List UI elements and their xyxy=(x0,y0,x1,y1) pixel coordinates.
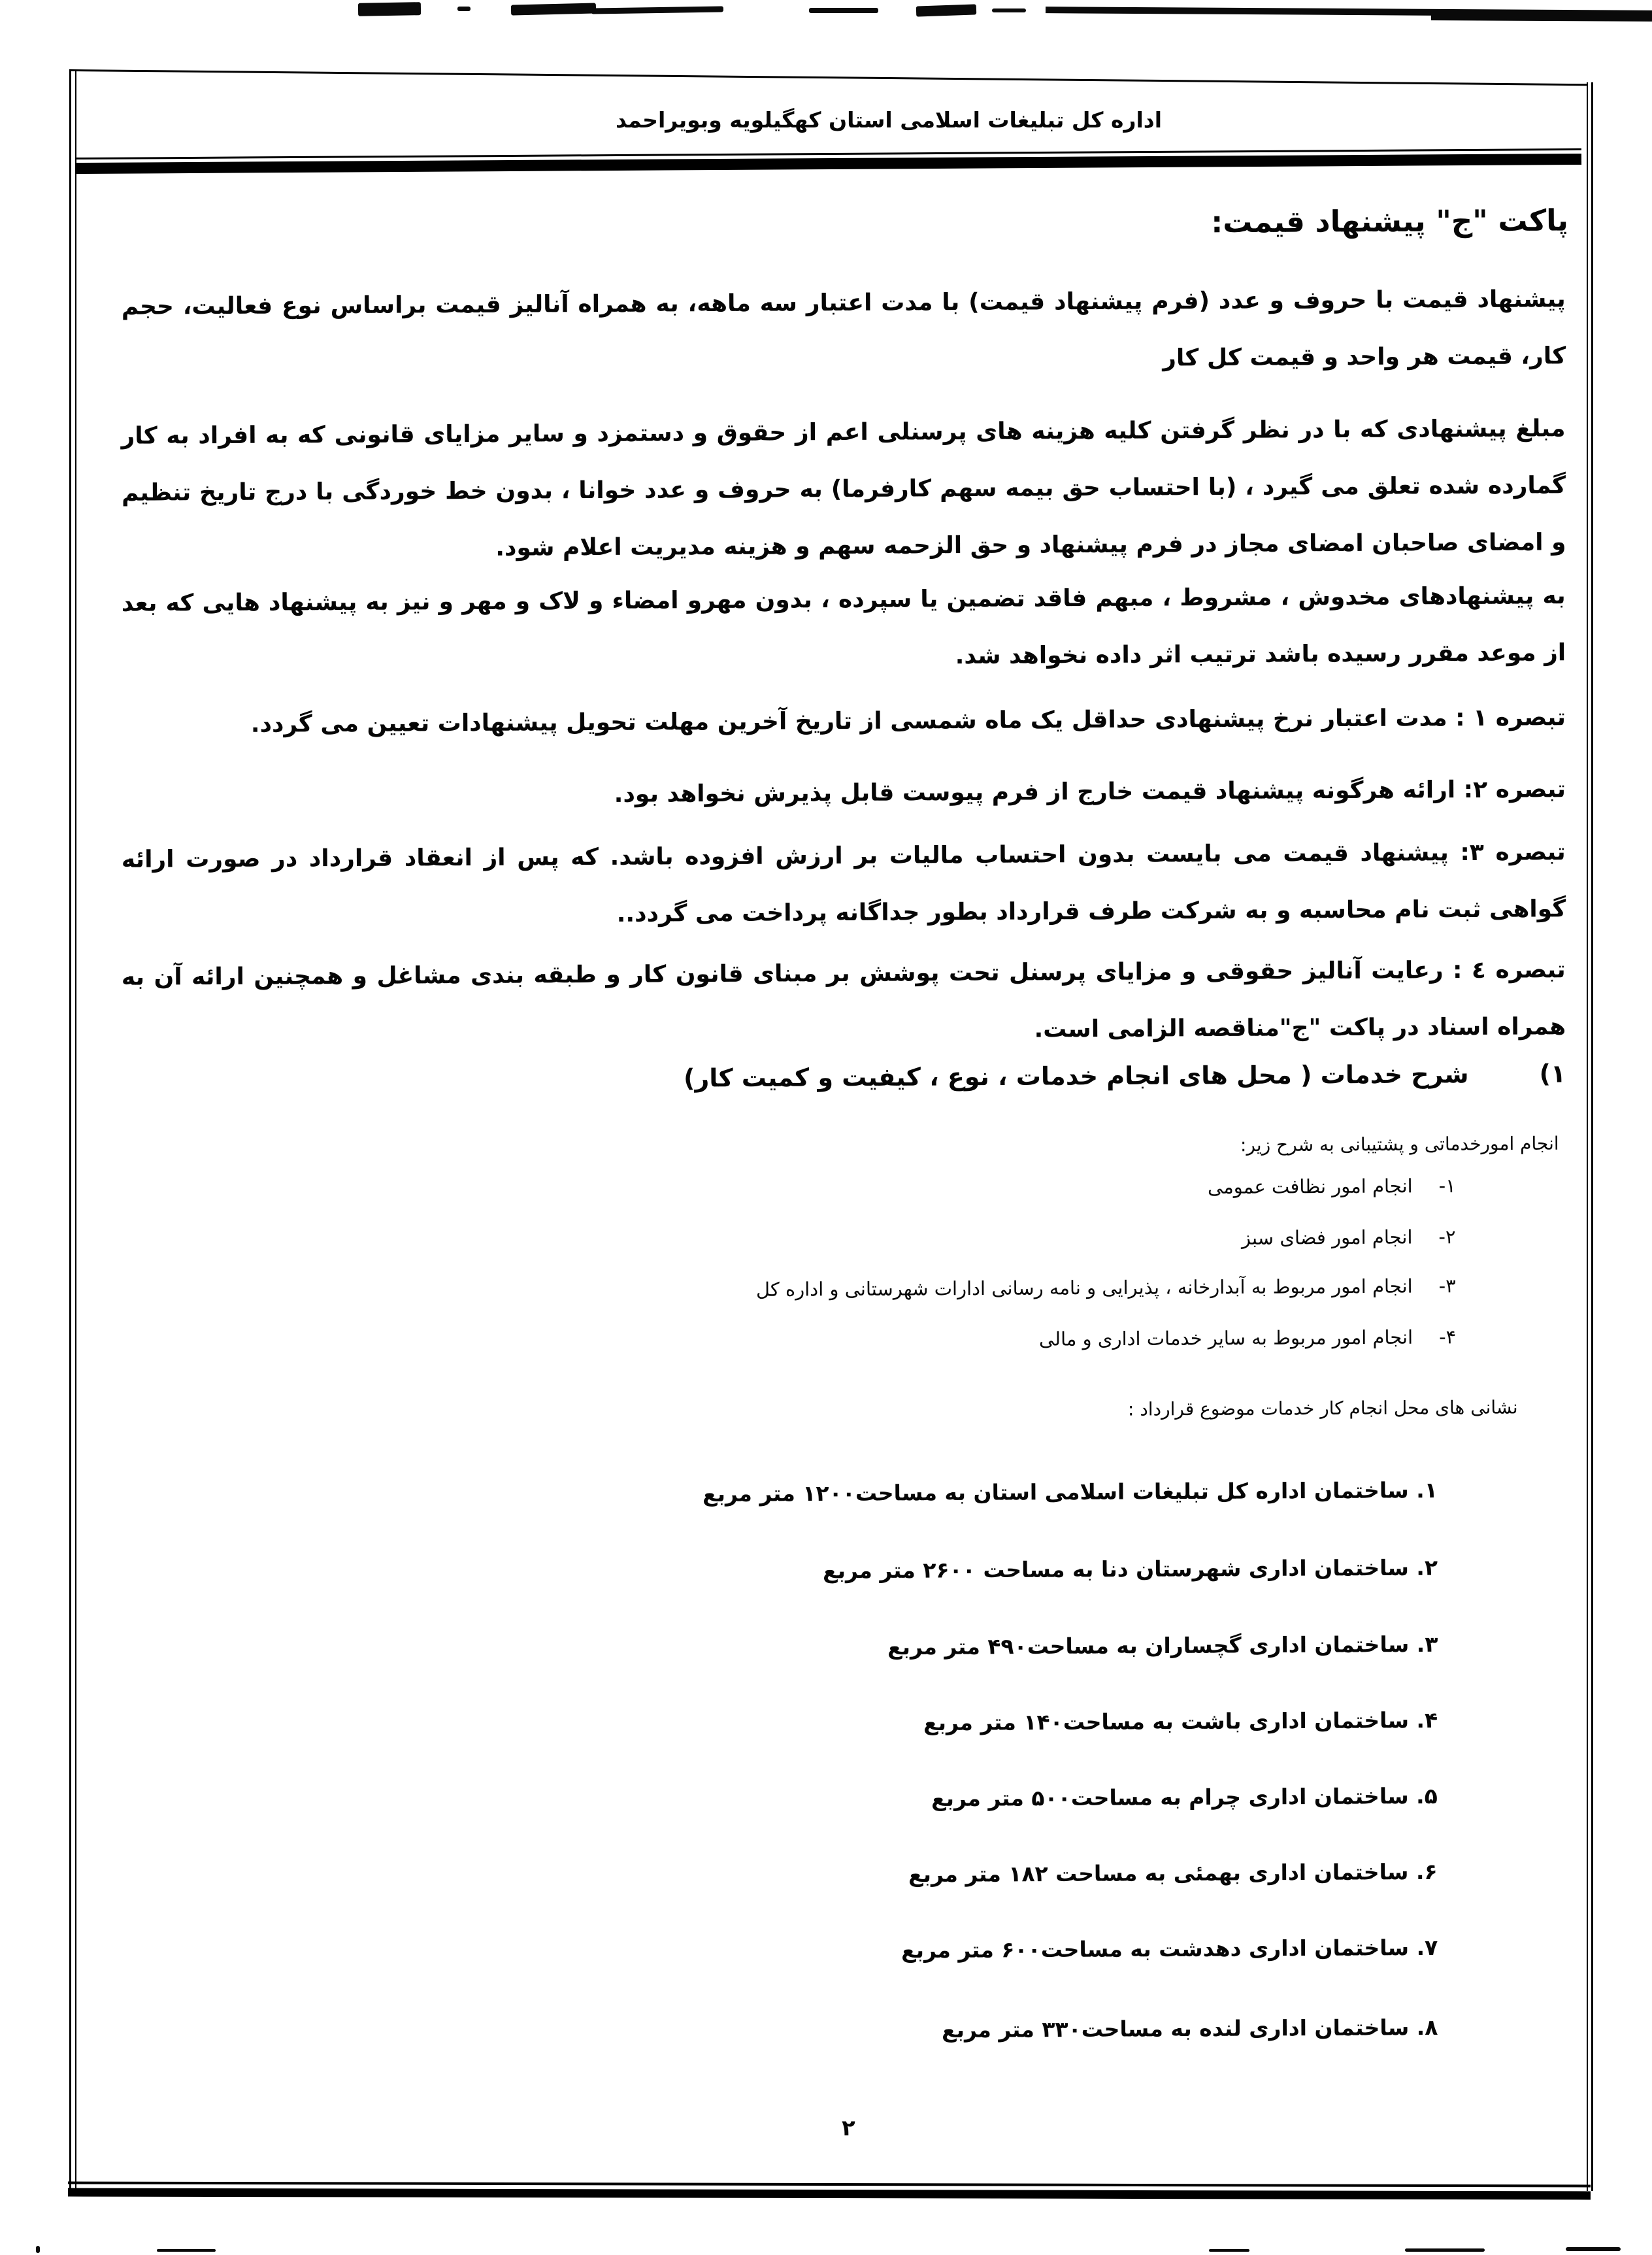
scan-artifact xyxy=(358,2,421,16)
page-frame-left xyxy=(69,71,76,2196)
service-item-number: ۲- xyxy=(1438,1226,1457,1248)
scan-artifact xyxy=(916,4,977,16)
services-intro: انجام امورخدماتی و پشتیبانی به شرح زیر: xyxy=(1240,1132,1560,1156)
service-item-number: ۱- xyxy=(1438,1175,1457,1197)
page-frame-right xyxy=(1587,82,1593,2191)
address-item: ۴. ساختمان اداری باشت به مساحت۱۴۰ متر مربع xyxy=(923,1707,1438,1736)
address-item: ۵. ساختمان اداری چرام به مساحت۵۰۰ متر مربع xyxy=(931,1782,1438,1812)
scan-artifact xyxy=(1566,2247,1621,2251)
scan-artifact xyxy=(1405,2248,1485,2252)
service-item xyxy=(1208,1175,1456,1198)
address-item: ۷. ساختمان اداری دهدشت به مساحت۶۰۰ متر مربع xyxy=(900,1934,1438,1963)
page-number: ۲ xyxy=(842,2115,855,2141)
service-item-number: ۴- xyxy=(1438,1326,1457,1348)
section-number: ۱) xyxy=(1539,1059,1566,1088)
service-item-number: ۳- xyxy=(1438,1275,1457,1297)
service-item-label: انجام امور مربوط به سایر خدمات اداری و مالی xyxy=(1038,1326,1413,1350)
page-frame-bottom xyxy=(68,2182,1591,2200)
address-item: ۳. ساختمان اداری گچساران به مساحت۴۹۰ متر مربع xyxy=(887,1631,1438,1660)
paragraph-proposal-amount: مبلغ پیشنهادی که با در نظر گرفتن کلیه هزینه های پرسنلی اعم از حقوق و دستمزد و سایر مزایای قانونی که به افراد به کار گمارده شده تعلق می گیرد ، (با احتساب حق بیمه سهم کارفرما) به حروف و عدد خوانا ، بدون خط خوردگی با درج تاریخ تنظیم و امضای صاحبان امضای مجاز در فرم پیشنهاد و حق الزحمه سهم و هزینه مدیریت اعلام شود. xyxy=(121,415,1566,561)
scan-artifact xyxy=(1431,15,1652,22)
scan-artifact xyxy=(1209,2249,1249,2252)
service-item-label: انجام امور نظافت عمومی xyxy=(1208,1175,1413,1198)
note-2: تبصره ۲: ارائه هرگونه پیشنهاد قیمت خارج از فرم پیوست قابل پذیرش نخواهد بود. xyxy=(614,776,1566,808)
service-item xyxy=(1039,1326,1456,1350)
scan-artifact xyxy=(157,2249,216,2252)
address-item: ۲. ساختمان اداری شهرستان دنا به مساحت ۲۶۰۰ متر مربع xyxy=(822,1554,1438,1584)
scan-artifact xyxy=(457,7,471,11)
page-frame-top xyxy=(69,69,1588,86)
org-header: اداره کل تبلیغات اسلامی استان کهگیلویه وبویراحمد xyxy=(615,107,1163,133)
addresses-intro: نشانی های محل انجام کار خدمات موضوع قرارداد : xyxy=(1128,1396,1519,1420)
scan-artifact xyxy=(36,2246,40,2253)
service-item-label: انجام امور مربوط به آبدارخانه ، پذیرایی و نامه رسانی ادارات شهرستانی و اداره کل xyxy=(756,1275,1413,1301)
address-item: ۱. ساختمان اداره کل تبلیغات اسلامی استان به مساحت۱۲۰۰ متر مربع xyxy=(702,1477,1438,1507)
paragraph-rejected-proposals: به پیشنهادهای مخدوش ، مشروط ، مبهم فاقد تضمین یا سپرده ، بدون مهرو امضاء و لاک و مهر و نیز به پیشنهاد هایی که بعد از موعد مقرر رسیده باشد ترتیب اثر داده نخواهد شد. xyxy=(121,582,1566,670)
scan-artifact xyxy=(809,8,878,13)
scan-artifact xyxy=(591,6,723,14)
section-heading xyxy=(684,1059,1566,1092)
section-title: شرح خدمات ( محل های انجام خدمات ، نوع ، کیفیت و کمیت کار) xyxy=(683,1060,1469,1093)
scan-artifact xyxy=(992,8,1026,12)
header-divider xyxy=(76,148,1581,174)
service-item xyxy=(756,1275,1456,1301)
service-item-label: انجام امور فضای سبز xyxy=(1242,1226,1413,1249)
address-item: ۶. ساختمان اداری بهمئی به مساحت ۱۸۲ متر مربع xyxy=(908,1858,1438,1888)
service-item xyxy=(1242,1226,1456,1249)
note-1: تبصره ۱ : مدت اعتبار نرخ پیشنهادی حداقل یک ماه شمسی از تاریخ آخرین مهلت تحویل پیشنهادات تعیین می گردد. xyxy=(250,704,1566,738)
paragraph-price-proposal: پیشنهاد قیمت با حروف و عدد (فرم پیشنهاد قیمت) با مدت اعتبار سه ماهه، به همراه آنالیز قیمت براساس نوع فعالیت، حجم کار، قیمت هر واحد و قیمت کل کار xyxy=(121,286,1566,372)
note-3: تبصره ۳: پیشنهاد قیمت می بایست بدون احتساب مالیات بر ارزش افزوده باشد. که پس از انعقاد قرارداد در صورت ارائه گواهی ثبت نام محاسبه و به شرکت طرف قرارداد بطور جداگانه پرداخت می گردد.. xyxy=(121,839,1566,927)
note-4: تبصره ٤ : رعایت آنالیز حقوقی و مزایای پرسنل تحت پوشش بر مبنای قانون کار و طبقه بندی مشاغل و همچنین ارائه آن به همراه اسناد در پاکت "ج"مناقصه الزامی است. xyxy=(121,956,1566,1043)
document-title: پاکت "ج" پیشنهاد قیمت: xyxy=(1211,203,1569,240)
address-item: ۸. ساختمان اداری لنده به مساحت۳۳۰ متر مربع xyxy=(941,2014,1438,2043)
scan-artifact xyxy=(511,3,596,15)
